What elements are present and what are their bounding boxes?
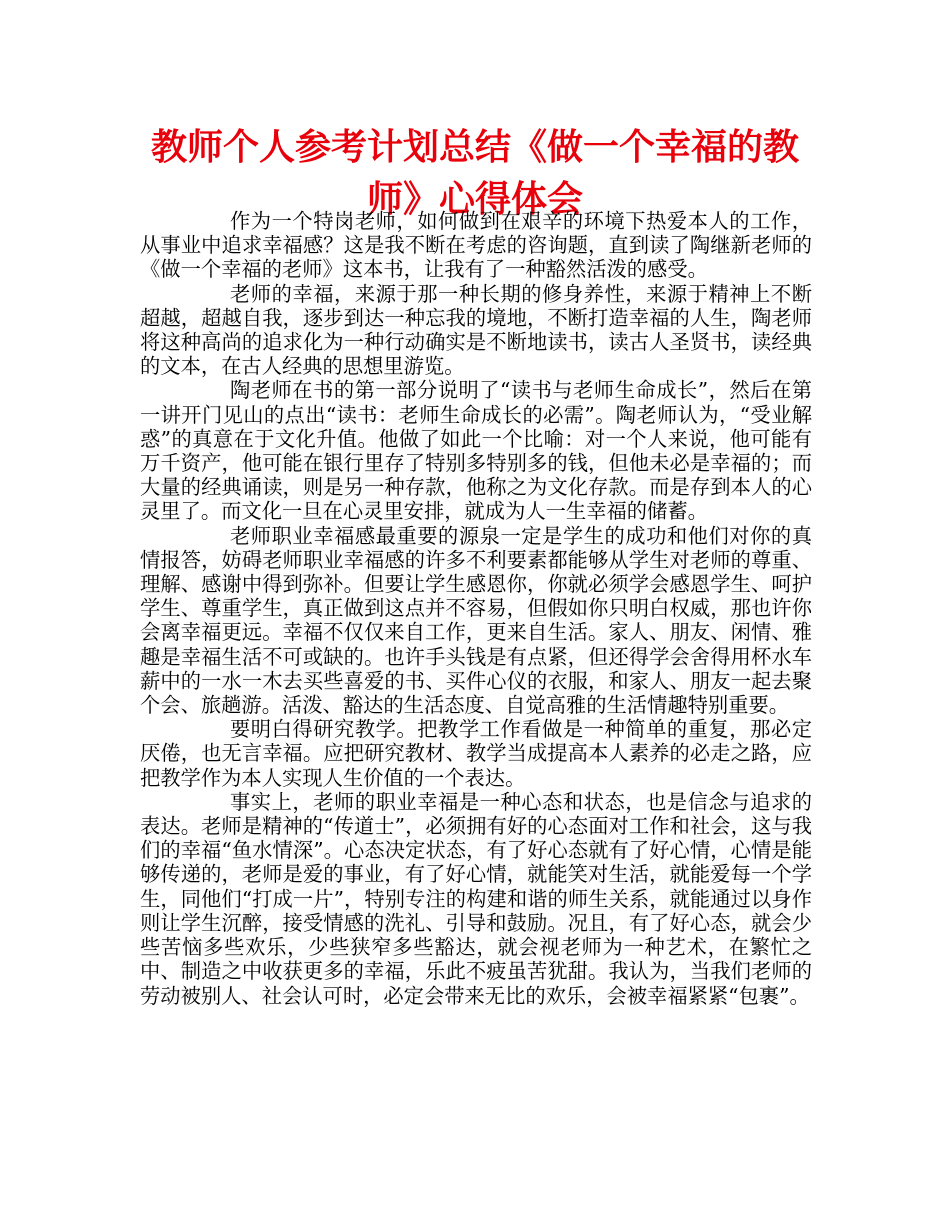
document-body — [140, 209, 812, 1008]
paragraph: 老师职业幸福感最重要的源泉一定是学生的成功和他们对你的真情报答，妨碍老师职业幸福感的许多不利要素都能够从学生对老师的尊重、理解、感谢中得到弥补。但要让学生感恩你，你就必须学会感恩学生、呵护学生、尊重学生，真正做到这点并不容易，但假如你只明白权威，那也许你会离幸福更远。幸福不仅仅来自工作，更来自生活。家人、朋友、闲情、雅趣是幸福生活不可或缺的。也许手头钱是有点紧，但还得学会舍得用杯水车薪中的一水一木去买些喜爱的书、买件心仪的衣服，和家人、朋友一起去聚个会、旅趟游。活泼、豁达的生活态度、自觉高雅的生活情趣特别重要。 — [140, 523, 812, 718]
paragraph: 作为一个特岗老师，如何做到在艰辛的环境下热爱本人的工作，从事业中追求幸福感？这是我不断在考虑的咨询题，直到读了陶继新老师的《做一个幸福的老师》这本书，让我有了一种豁然活泼的感受。 — [140, 209, 812, 282]
document-title: 教师个人参考计划总结《做一个幸福的教师》心得体会 — [150, 127, 799, 220]
paragraph: 陶老师在书的第一部分说明了“读书与老师生命成长”，然后在第一讲开门见山的点出“读书：老师生命成长的必需”。陶老师认为，“受业解惑”的真意在于文化升值。他做了如此一个比喻：对一个人来说，他可能有万千资产，他可能在银行里存了特别多特别多的钱，但他未必是幸福的；而大量的经典诵读，则是另一种存款，他称之为文化存款。而是存到本人的心灵里了。而文化一旦在心灵里安排，就成为人一生幸福的储蓄。 — [140, 378, 812, 524]
paragraph: 要明白得研究教学。把教学工作看做是一种简单的重复，那必定厌倦，也无言幸福。应把研究教材、教学当成提高本人素养的必走之路，应把教学作为本人实现人生价值的一个表达。 — [140, 717, 812, 790]
paragraph: 事实上，老师的职业幸福是一种心态和状态，也是信念与追求的表达。老师是精神的“传道士”，必须拥有好的心态面对工作和社会，这与我们的幸福“鱼水情深”。心态决定状态，有了好心态就有了好心情，心情是能够传递的，老师是爱的事业，有了好心情，就能笑对生活，就能爱每一个学生，同他们“打成一片”，特别专注的构建和谐的师生关系，就能通过以身作则让学生沉醉，接受情感的洗礼、引导和鼓励。况且，有了好心态，就会少些苦恼多些欢乐，少些狭窄多些豁达，就会视老师为一种艺术，在繁忙之中、制造之中收获更多的幸福，乐此不疲虽苦犹甜。我认为，当我们老师的劳动被别人、社会认可时，必定会带来无比的欢乐，会被幸福紧紧“包裹”。 — [140, 789, 812, 1008]
paragraph: 老师的幸福，来源于那一种长期的修身养性，来源于精神上不断超越，超越自我，逐步到达一种忘我的境地，不断打造幸福的人生，陶老师将这种高尚的追求化为一种行动确实是不断地读书，读古人圣贤书，读经典的文本，在古人经典的思想里游览。 — [140, 281, 812, 379]
